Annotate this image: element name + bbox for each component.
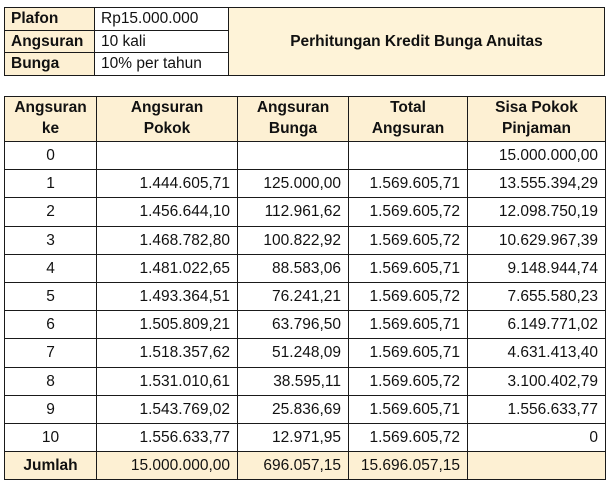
cell-no: 7 — [5, 339, 97, 367]
table-row — [5, 170, 606, 198]
cell-pokok: 1.505.809,21 — [97, 311, 238, 339]
header-line: Pinjaman — [502, 120, 571, 137]
table-row — [5, 367, 606, 395]
total-angsuran: 15.696.057,15 — [349, 452, 468, 480]
header-line: Angsuran — [371, 120, 445, 137]
cell-no: 5 — [5, 282, 97, 310]
header-angsuran-pokok — [97, 97, 238, 142]
cell-bunga: 25.836,69 — [238, 395, 349, 423]
cell-pokok: 1.456.644,10 — [97, 198, 238, 226]
cell-no: 6 — [5, 311, 97, 339]
cell-bunga: 112.961,62 — [238, 198, 349, 226]
total-sisa — [468, 452, 606, 480]
cell-pokok — [97, 142, 238, 170]
cell-sisa: 6.149.771,02 — [468, 311, 606, 339]
angsuran-label: Angsuran — [5, 30, 95, 53]
cell-bunga: 125.000,00 — [238, 170, 349, 198]
table-row — [5, 198, 606, 226]
header-line: Angsuran — [130, 99, 204, 117]
cell-sisa: 15.000.000,00 — [468, 142, 606, 170]
cell-sisa: 4.631.413,40 — [468, 339, 606, 367]
header-line: Total — [390, 99, 426, 117]
table-row — [5, 395, 606, 423]
cell-bunga: 63.796,50 — [238, 311, 349, 339]
cell-pokok: 1.493.364,51 — [97, 282, 238, 310]
cell-sisa: 10.629.967,39 — [468, 226, 606, 254]
header-angsuran-bunga — [238, 97, 349, 142]
cell-total: 1.569.605,71 — [349, 339, 468, 367]
header-line: Pokok — [143, 120, 191, 137]
total-pokok: 15.000.000,00 — [97, 452, 238, 480]
header-line: Sisa Pokok — [495, 99, 578, 117]
cell-sisa: 7.655.580,23 — [468, 282, 606, 310]
cell-total: 1.569.605,72 — [349, 226, 468, 254]
cell-no: 10 — [5, 423, 97, 451]
cell-pokok: 1.543.769,02 — [97, 395, 238, 423]
total-label: Jumlah — [5, 452, 97, 480]
header-total-angsuran — [349, 97, 468, 142]
cell-no: 4 — [5, 254, 97, 282]
cell-bunga: 100.822,92 — [238, 226, 349, 254]
cell-total: 1.569.605,71 — [349, 395, 468, 423]
cell-pokok: 1.481.022,65 — [97, 254, 238, 282]
cell-total: 1.569.605,71 — [349, 311, 468, 339]
cell-no: 8 — [5, 367, 97, 395]
page-title: Perhitungan Kredit Bunga Anuitas — [229, 8, 605, 76]
total-bunga: 696.057,15 — [238, 452, 349, 480]
cell-bunga: 51.248,09 — [238, 339, 349, 367]
cell-total — [349, 142, 468, 170]
table-row — [5, 311, 606, 339]
header-sisa-pokok — [468, 97, 606, 142]
cell-total: 1.569.605,71 — [349, 170, 468, 198]
cell-bunga: 76.241,21 — [238, 282, 349, 310]
cell-total: 1.569.605,71 — [349, 254, 468, 282]
table-row — [5, 339, 606, 367]
amortization-table — [4, 96, 606, 480]
plafon-label: Plafon — [5, 8, 95, 31]
info-row-plafon — [5, 8, 605, 31]
bunga-label: Bunga — [5, 53, 95, 76]
cell-sisa: 1.556.633,77 — [468, 395, 606, 423]
cell-pokok: 1.556.633,77 — [97, 423, 238, 451]
angsuran-value: 10 kali — [95, 30, 229, 53]
header-line: Bunga — [268, 120, 318, 137]
cell-no: 1 — [5, 170, 97, 198]
cell-no: 0 — [5, 142, 97, 170]
table-header-row — [5, 97, 606, 142]
cell-sisa: 9.148.944,74 — [468, 254, 606, 282]
header-angsuran-ke — [5, 97, 97, 142]
table-row — [5, 142, 606, 170]
header-line: ke — [41, 120, 60, 137]
total-row — [5, 452, 606, 480]
cell-bunga: 88.583,06 — [238, 254, 349, 282]
cell-sisa: 3.100.402,79 — [468, 367, 606, 395]
cell-bunga: 12.971,95 — [238, 423, 349, 451]
cell-total: 1.569.605,72 — [349, 198, 468, 226]
loan-info-table — [4, 7, 605, 76]
plafon-value: Rp15.000.000 — [95, 8, 229, 31]
bunga-value: 10% per tahun — [95, 53, 229, 76]
cell-bunga — [238, 142, 349, 170]
cell-no: 2 — [5, 198, 97, 226]
cell-bunga: 38.595,11 — [238, 367, 349, 395]
table-row — [5, 254, 606, 282]
table-row — [5, 226, 606, 254]
cell-pokok: 1.444.605,71 — [97, 170, 238, 198]
cell-no: 3 — [5, 226, 97, 254]
cell-sisa: 12.098.750,19 — [468, 198, 606, 226]
cell-sisa: 13.555.394,29 — [468, 170, 606, 198]
cell-total: 1.569.605,72 — [349, 423, 468, 451]
cell-total: 1.569.605,72 — [349, 367, 468, 395]
cell-pokok: 1.468.782,80 — [97, 226, 238, 254]
cell-no: 9 — [5, 395, 97, 423]
header-line: Angsuran — [14, 99, 87, 117]
table-row — [5, 423, 606, 451]
header-line: Angsuran — [256, 99, 330, 117]
cell-pokok: 1.531.010,61 — [97, 367, 238, 395]
cell-sisa: 0 — [468, 423, 606, 451]
cell-pokok: 1.518.357,62 — [97, 339, 238, 367]
cell-total: 1.569.605,72 — [349, 282, 468, 310]
table-row — [5, 282, 606, 310]
